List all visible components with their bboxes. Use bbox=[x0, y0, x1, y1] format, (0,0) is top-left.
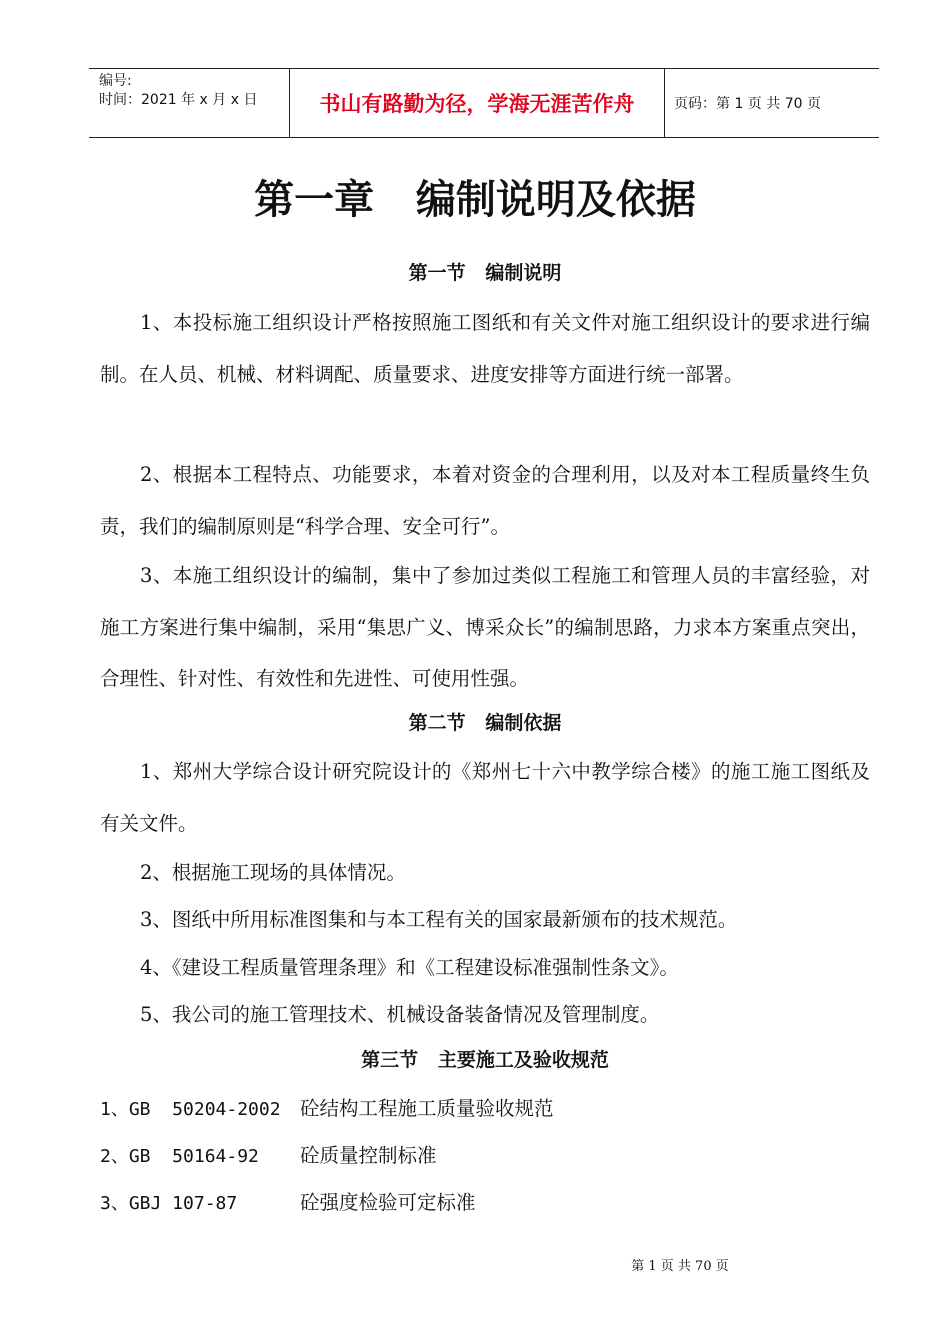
spec-code: 1、GB 50204-2002 bbox=[100, 1099, 281, 1120]
document-time: 时间：2021 年 x 月 x 日 bbox=[99, 92, 258, 108]
header-meta-cell bbox=[89, 69, 289, 137]
header-page-cell bbox=[664, 69, 879, 137]
section-1-paragraph-2: 2、根据本工程特点、功能要求，本着对资金的合理利用，以及对本工程质量终生负责，我们的编制原则是“科学合理、安全可行”。 bbox=[100, 463, 870, 538]
section-2-item-2: 2、根据施工现场的具体情况。 bbox=[140, 861, 406, 884]
spec-item bbox=[100, 1096, 554, 1123]
spec-item bbox=[100, 1143, 437, 1170]
section-3-title: 第三节 主要施工及验收规范 bbox=[361, 1049, 609, 1071]
spec-code: 2、GB 50164-92 bbox=[100, 1146, 259, 1167]
section-1-paragraph-1: 1、本投标施工组织设计严格按照施工图纸和有关文件对施工组织设计的要求进行编制。在人员、机械、材料调配、质量要求、进度安排等方面进行统一部署。 bbox=[100, 311, 870, 386]
section-2-item-4: 4、《建设工程质量管理条理》和《工程建设标准强制性条文》。 bbox=[140, 956, 679, 979]
section-1-title: 第一节 编制说明 bbox=[408, 262, 562, 284]
spec-name: 砼强度检验可定标准 bbox=[300, 1191, 476, 1214]
document-number: 编号: bbox=[99, 73, 132, 89]
spec-code: 3、GBJ 107-87 bbox=[100, 1193, 238, 1214]
header-table bbox=[89, 68, 879, 138]
header-motto: 书山有路勤为径，学海无涯苦作舟 bbox=[319, 92, 635, 116]
chapter-title: 第一章 编制说明及依据 bbox=[254, 177, 696, 223]
spec-name: 砼质量控制标准 bbox=[300, 1144, 437, 1167]
spec-name: 砼结构工程施工质量验收规范 bbox=[300, 1097, 554, 1120]
page-footer: 第 1 页 共 70 页 bbox=[631, 1259, 729, 1274]
section-1-paragraph-3: 3、本施工组织设计的编制，集中了参加过类似工程施工和管理人员的丰富经验，对施工方案进行集中编制，采用“集思广义、博采众长”的编制思路，力求本方案重点突出，合理性、针对性、有效性和先进性、可使用性强。 bbox=[100, 564, 870, 690]
section-2-paragraph-1: 1、郑州大学综合设计研究院设计的《郑州七十六中教学综合楼》的施工施工图纸及有关文件。 bbox=[100, 760, 870, 835]
section-2-title: 第二节 编制依据 bbox=[408, 712, 562, 734]
header-page-number: 页码：第 1 页 共 70 页 bbox=[674, 96, 821, 112]
spec-item bbox=[100, 1190, 476, 1217]
section-2-item-3: 3、图纸中所用标准图集和与本工程有关的国家最新颁布的技术规范。 bbox=[140, 908, 738, 931]
header-motto-cell bbox=[289, 69, 665, 137]
section-2-item-5: 5、我公司的施工管理技术、机械设备装备情况及管理制度。 bbox=[140, 1003, 660, 1026]
